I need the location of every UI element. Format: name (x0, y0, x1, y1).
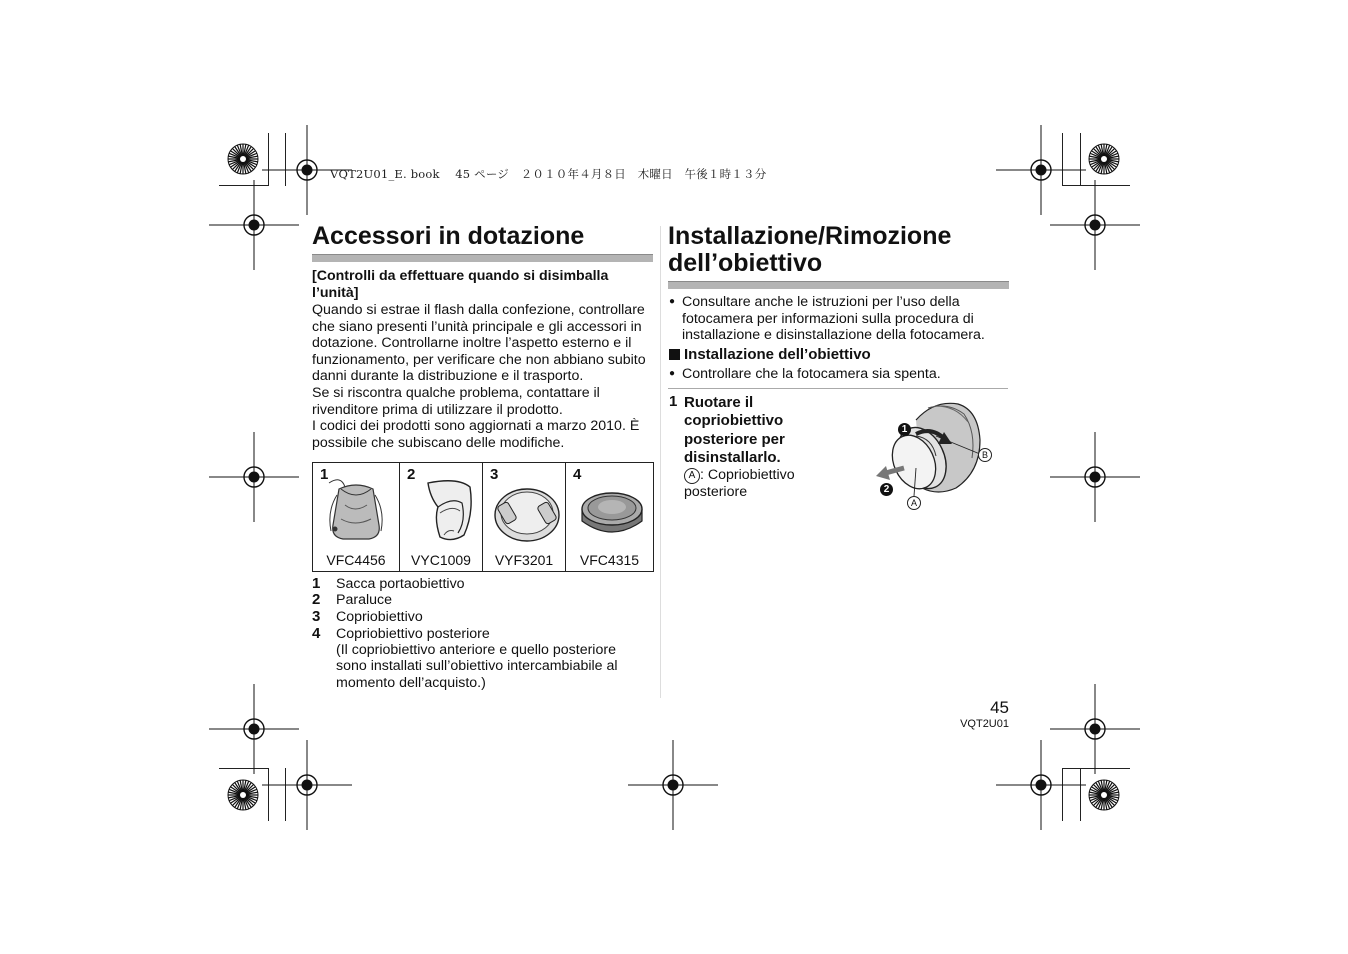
paragraph-line: che siano presenti l’unità principale e gli accessori in (312, 318, 642, 335)
step-line: disinstallarlo. (684, 449, 781, 466)
paragraph-line: Se si riscontra qualche problema, contattare il (312, 385, 600, 401)
list-number: 4 (312, 625, 321, 642)
square-bullet-icon (669, 349, 680, 360)
legend-a-circle: A (684, 468, 700, 484)
step-line: Ruotare il (684, 394, 754, 411)
accessory-cell (566, 463, 653, 571)
subheading-line-1: [Controlli da effettuare quando si disimballa (312, 268, 609, 284)
note-line: sono installati sull’obiettivo intercambiabile al (336, 658, 618, 674)
right-title-line-1: Installazione/Rimozione (668, 222, 952, 250)
model-code: VQT2U01 (960, 718, 1009, 730)
note-line: momento dell’acquisto.) (336, 675, 486, 691)
list-number: 2 (312, 591, 321, 608)
step-line: posteriore per (684, 431, 785, 448)
marker-1: 1 (898, 423, 911, 436)
accessory-number: 4 (573, 466, 582, 483)
legend-text: : Copriobiettivo (700, 467, 795, 483)
accessory-code: VYC1009 (411, 552, 471, 568)
paragraph-line: possibile che subiscano delle modifiche. (312, 435, 565, 451)
paragraph-line: dotazione. Controllarne inoltre l’aspetto esterno e il (312, 335, 632, 351)
lens-pouch-icon (321, 475, 391, 543)
step-line: copriobiettivo (684, 412, 784, 429)
list-item: Paraluce (336, 592, 392, 608)
accessory-code: VYF3201 (494, 552, 554, 568)
accessory-number: 1 (320, 466, 329, 483)
label-b: B (978, 448, 992, 462)
accessory-code: VFC4456 (326, 552, 386, 568)
accessory-code: VFC4315 (579, 552, 640, 568)
accessory-cell (400, 463, 483, 571)
bullet-line: fotocamera per informazioni sulla procedura di (682, 311, 974, 327)
paragraph-line: Quando si estrae il flash dalla confezione, controllare (312, 302, 645, 318)
label-a: A (907, 496, 921, 510)
list-item: Copriobiettivo (336, 609, 423, 625)
bullet-line: installazione e disinstallazione della fotocamera. (682, 327, 985, 343)
accessory-cell (313, 463, 400, 571)
left-title-rule (312, 254, 653, 262)
list-item: Copriobiettivo posteriore (336, 626, 490, 642)
bullet-icon: ● (669, 296, 676, 307)
step-number: 1 (669, 393, 678, 410)
right-title-rule (668, 281, 1009, 289)
accessories-table (312, 462, 654, 572)
column-divider (660, 226, 661, 698)
list-item: Sacca portaobiettivo (336, 576, 465, 592)
paragraph-line: funzionamento, per verificare che non abbiano subito (312, 351, 646, 368)
accessory-number: 3 (490, 466, 499, 483)
section-bullet: Controllare che la fotocamera sia spenta. (682, 366, 941, 382)
list-number: 1 (312, 575, 321, 592)
paragraph-line: rivenditore prima di utilizzare il prodotto. (312, 401, 563, 418)
lens-hood-icon (408, 473, 478, 545)
accessory-cell (483, 463, 566, 571)
bullet-line: Consultare anche le istruzioni per l’uso della (682, 294, 960, 310)
bullet-icon: ● (669, 368, 676, 379)
list-number: 3 (312, 608, 321, 625)
paragraph-line: I codici dei prodotti sono aggiornati a marzo 2010. È (312, 418, 640, 434)
note-line: (Il copriobiettivo anteriore e quello posteriore (336, 642, 616, 658)
lens-cap-icon (493, 485, 561, 543)
right-title-line-2: dell’obiettivo (668, 249, 823, 277)
subheading-line-2: l’unità] (312, 285, 359, 301)
accessory-number: 2 (407, 466, 416, 483)
left-title: Accessori in dotazione (312, 222, 585, 250)
rear-lens-cap-icon (576, 489, 648, 541)
marker-2: 2 (880, 483, 893, 496)
section-title: Installazione dell’obiettivo (684, 346, 871, 363)
paragraph-line: danni durante la distribuzione e il trasporto. (312, 368, 584, 384)
book-header-line: VQT2U01_E. book 45 ページ ２０１０年４月８日 木曜日 午後１時１３分 (330, 167, 767, 181)
legend-text-2: posteriore (684, 484, 748, 500)
page-number: 45 (990, 698, 1009, 717)
section-divider (668, 388, 1008, 389)
